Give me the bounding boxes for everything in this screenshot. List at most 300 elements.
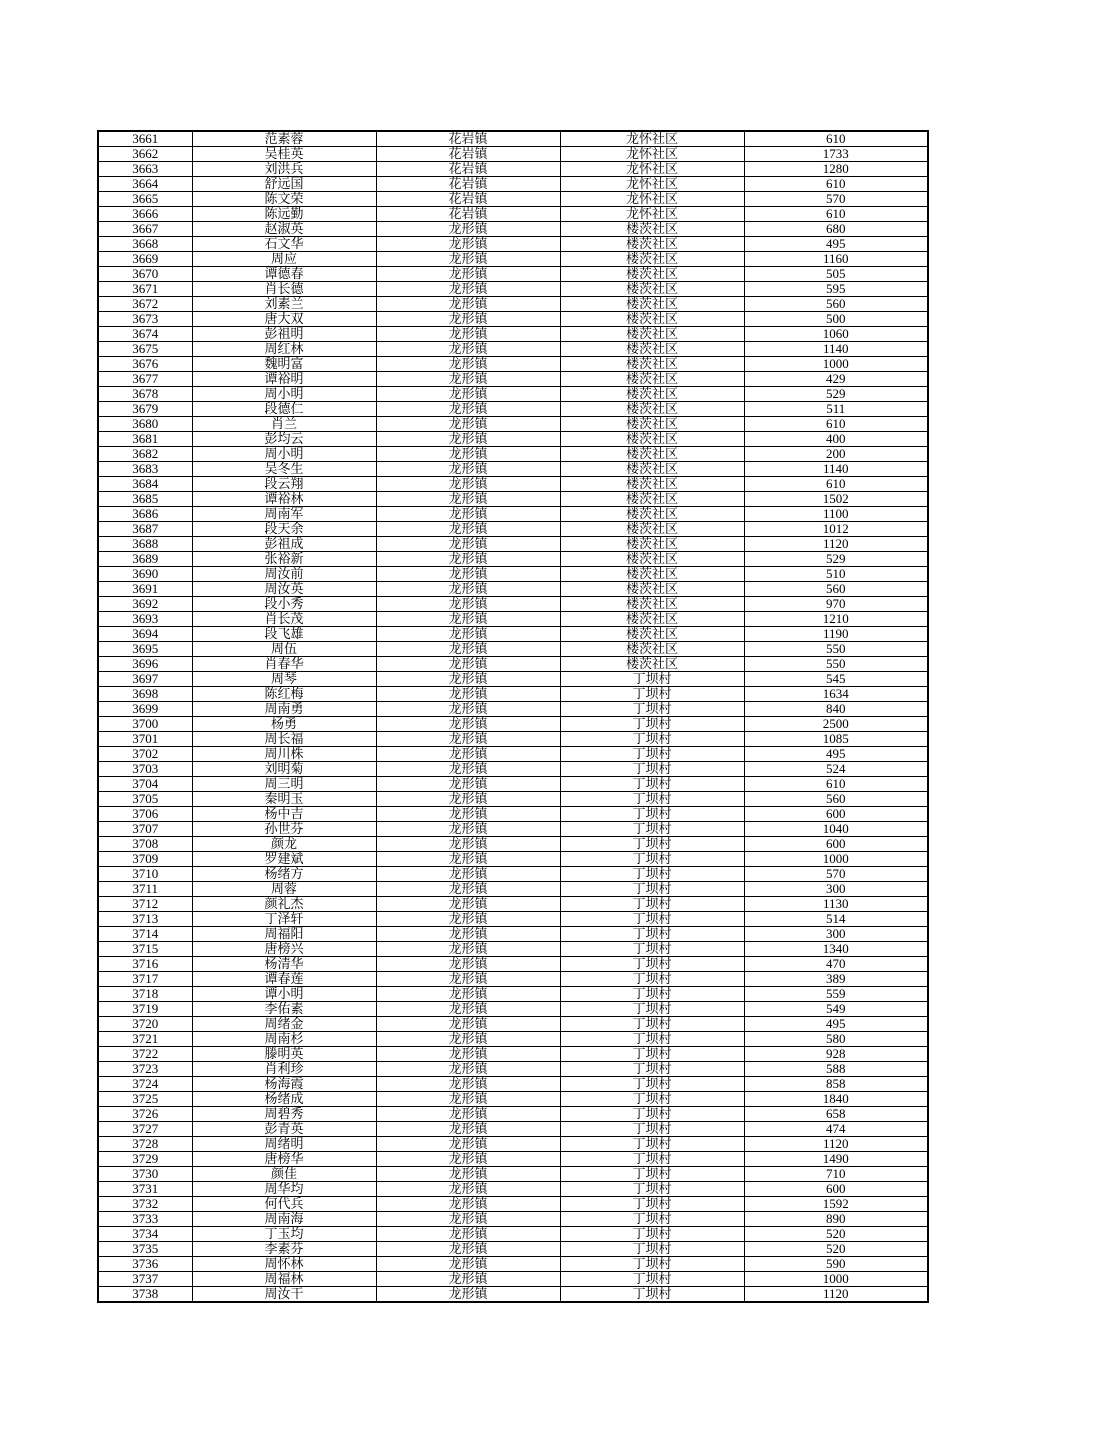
amount-cell: 1280 (744, 162, 928, 177)
amount-cell: 580 (744, 1032, 928, 1047)
amount-cell: 559 (744, 987, 928, 1002)
amount-cell: 1100 (744, 507, 928, 522)
town-cell: 龙形镇 (376, 1032, 560, 1047)
community-cell: 楼茨社区 (560, 237, 744, 252)
town-cell: 龙形镇 (376, 552, 560, 567)
community-cell: 楼茨社区 (560, 582, 744, 597)
name-cell: 彭青英 (192, 1122, 376, 1137)
town-cell: 龙形镇 (376, 957, 560, 972)
table-row (98, 342, 928, 357)
community-cell: 丁坝村 (560, 732, 744, 747)
community-cell: 丁坝村 (560, 882, 744, 897)
community-cell: 楼茨社区 (560, 462, 744, 477)
amount-cell: 500 (744, 312, 928, 327)
community-cell: 龙怀社区 (560, 192, 744, 207)
town-cell: 龙形镇 (376, 297, 560, 312)
table-row (98, 987, 928, 1002)
row-number-cell: 3665 (98, 192, 192, 207)
amount-cell: 570 (744, 867, 928, 882)
amount-cell: 429 (744, 372, 928, 387)
town-cell: 龙形镇 (376, 1167, 560, 1182)
table-row (98, 1227, 928, 1242)
amount-cell: 610 (744, 177, 928, 192)
table-row (98, 627, 928, 642)
community-cell: 丁坝村 (560, 1242, 744, 1257)
row-number-cell: 3689 (98, 552, 192, 567)
name-cell: 陈远勤 (192, 207, 376, 222)
town-cell: 龙形镇 (376, 357, 560, 372)
row-number-cell: 3720 (98, 1017, 192, 1032)
community-cell: 丁坝村 (560, 912, 744, 927)
table-row (98, 387, 928, 402)
row-number-cell: 3708 (98, 837, 192, 852)
community-cell: 楼茨社区 (560, 282, 744, 297)
row-number-cell: 3718 (98, 987, 192, 1002)
table-row (98, 131, 928, 147)
community-cell: 丁坝村 (560, 777, 744, 792)
row-number-cell: 3735 (98, 1242, 192, 1257)
town-cell: 龙形镇 (376, 582, 560, 597)
amount-cell: 545 (744, 672, 928, 687)
table-row (98, 792, 928, 807)
town-cell: 龙形镇 (376, 972, 560, 987)
name-cell: 丁泽轩 (192, 912, 376, 927)
table-row (98, 897, 928, 912)
name-cell: 谭春莲 (192, 972, 376, 987)
table-row (98, 732, 928, 747)
town-cell: 龙形镇 (376, 897, 560, 912)
community-cell: 楼茨社区 (560, 567, 744, 582)
town-cell: 龙形镇 (376, 507, 560, 522)
community-cell: 丁坝村 (560, 1257, 744, 1272)
row-number-cell: 3685 (98, 492, 192, 507)
row-number-cell: 3699 (98, 702, 192, 717)
community-cell: 丁坝村 (560, 702, 744, 717)
amount-cell: 1140 (744, 342, 928, 357)
town-cell: 花岩镇 (376, 192, 560, 207)
name-cell: 段云翔 (192, 477, 376, 492)
name-cell: 段小秀 (192, 597, 376, 612)
town-cell: 龙形镇 (376, 1182, 560, 1197)
table-row (98, 147, 928, 162)
name-cell: 秦明玉 (192, 792, 376, 807)
name-cell: 肖长茂 (192, 612, 376, 627)
community-cell: 丁坝村 (560, 747, 744, 762)
name-cell: 舒远国 (192, 177, 376, 192)
name-cell: 周南杉 (192, 1032, 376, 1047)
amount-cell: 610 (744, 417, 928, 432)
community-cell: 丁坝村 (560, 927, 744, 942)
town-cell: 龙形镇 (376, 1272, 560, 1287)
row-number-cell: 3726 (98, 1107, 192, 1122)
town-cell: 龙形镇 (376, 567, 560, 582)
town-cell: 龙形镇 (376, 522, 560, 537)
town-cell: 龙形镇 (376, 1287, 560, 1303)
community-cell: 楼茨社区 (560, 537, 744, 552)
amount-cell: 680 (744, 222, 928, 237)
town-cell: 龙形镇 (376, 1077, 560, 1092)
row-number-cell: 3711 (98, 882, 192, 897)
amount-cell: 400 (744, 432, 928, 447)
table-row (98, 327, 928, 342)
table-row (98, 942, 928, 957)
community-cell: 龙怀社区 (560, 177, 744, 192)
town-cell: 龙形镇 (376, 252, 560, 267)
table-row (98, 1242, 928, 1257)
amount-cell: 300 (744, 882, 928, 897)
amount-cell: 1634 (744, 687, 928, 702)
name-cell: 周伍 (192, 642, 376, 657)
amount-cell: 560 (744, 582, 928, 597)
town-cell: 龙形镇 (376, 372, 560, 387)
community-cell: 龙怀社区 (560, 131, 744, 147)
name-cell: 彭祖成 (192, 537, 376, 552)
table-row (98, 1257, 928, 1272)
table-row (98, 207, 928, 222)
row-number-cell: 3673 (98, 312, 192, 327)
table-row (98, 1092, 928, 1107)
amount-cell: 1130 (744, 897, 928, 912)
community-cell: 楼茨社区 (560, 387, 744, 402)
community-cell: 楼茨社区 (560, 372, 744, 387)
row-number-cell: 3721 (98, 1032, 192, 1047)
name-cell: 周蓉 (192, 882, 376, 897)
town-cell: 龙形镇 (376, 492, 560, 507)
amount-cell: 840 (744, 702, 928, 717)
amount-cell: 505 (744, 267, 928, 282)
table-row (98, 1197, 928, 1212)
amount-cell: 1190 (744, 627, 928, 642)
table-row (98, 867, 928, 882)
table-row (98, 1032, 928, 1047)
row-number-cell: 3681 (98, 432, 192, 447)
name-cell: 滕明英 (192, 1047, 376, 1062)
town-cell: 龙形镇 (376, 1002, 560, 1017)
table-row (98, 282, 928, 297)
amount-cell: 600 (744, 837, 928, 852)
amount-cell: 1000 (744, 1272, 928, 1287)
row-number-cell: 3698 (98, 687, 192, 702)
community-cell: 丁坝村 (560, 972, 744, 987)
row-number-cell: 3732 (98, 1197, 192, 1212)
amount-cell: 588 (744, 1062, 928, 1077)
town-cell: 龙形镇 (376, 747, 560, 762)
amount-cell: 595 (744, 282, 928, 297)
name-cell: 刘洪兵 (192, 162, 376, 177)
amount-cell: 610 (744, 131, 928, 147)
table-row (98, 1002, 928, 1017)
table-row (98, 432, 928, 447)
name-cell: 周碧秀 (192, 1107, 376, 1122)
name-cell: 刘素兰 (192, 297, 376, 312)
name-cell: 谭小明 (192, 987, 376, 1002)
community-cell: 丁坝村 (560, 1152, 744, 1167)
town-cell: 龙形镇 (376, 402, 560, 417)
town-cell: 龙形镇 (376, 327, 560, 342)
amount-cell: 1502 (744, 492, 928, 507)
row-number-cell: 3723 (98, 1062, 192, 1077)
town-cell: 龙形镇 (376, 717, 560, 732)
table-row (98, 582, 928, 597)
name-cell: 孙世芬 (192, 822, 376, 837)
table-row (98, 687, 928, 702)
community-cell: 丁坝村 (560, 957, 744, 972)
town-cell: 龙形镇 (376, 237, 560, 252)
name-cell: 杨清华 (192, 957, 376, 972)
name-cell: 谭德春 (192, 267, 376, 282)
table-row (98, 702, 928, 717)
table-row (98, 762, 928, 777)
row-number-cell: 3664 (98, 177, 192, 192)
table-row (98, 1167, 928, 1182)
row-number-cell: 3728 (98, 1137, 192, 1152)
amount-cell: 524 (744, 762, 928, 777)
table-row (98, 747, 928, 762)
row-number-cell: 3680 (98, 417, 192, 432)
community-cell: 丁坝村 (560, 1092, 744, 1107)
town-cell: 龙形镇 (376, 807, 560, 822)
table-row (98, 507, 928, 522)
community-cell: 楼茨社区 (560, 627, 744, 642)
row-number-cell: 3737 (98, 1272, 192, 1287)
table-row (98, 657, 928, 672)
row-number-cell: 3729 (98, 1152, 192, 1167)
town-cell: 龙形镇 (376, 792, 560, 807)
town-cell: 龙形镇 (376, 1062, 560, 1077)
table-row (98, 1287, 928, 1303)
table-row (98, 297, 928, 312)
row-number-cell: 3674 (98, 327, 192, 342)
row-number-cell: 3661 (98, 131, 192, 147)
row-number-cell: 3724 (98, 1077, 192, 1092)
table-row (98, 417, 928, 432)
row-number-cell: 3687 (98, 522, 192, 537)
row-number-cell: 3727 (98, 1122, 192, 1137)
amount-cell: 570 (744, 192, 928, 207)
amount-cell: 1592 (744, 1197, 928, 1212)
town-cell: 龙形镇 (376, 612, 560, 627)
town-cell: 龙形镇 (376, 657, 560, 672)
name-cell: 谭裕明 (192, 372, 376, 387)
row-number-cell: 3734 (98, 1227, 192, 1242)
table-row (98, 927, 928, 942)
row-number-cell: 3677 (98, 372, 192, 387)
name-cell: 唐榜华 (192, 1152, 376, 1167)
name-cell: 周汝英 (192, 582, 376, 597)
name-cell: 何代兵 (192, 1197, 376, 1212)
name-cell: 周三明 (192, 777, 376, 792)
table-row (98, 492, 928, 507)
amount-cell: 890 (744, 1212, 928, 1227)
row-number-cell: 3719 (98, 1002, 192, 1017)
row-number-cell: 3714 (98, 927, 192, 942)
amount-cell: 1012 (744, 522, 928, 537)
community-cell: 楼茨社区 (560, 357, 744, 372)
name-cell: 颜佳 (192, 1167, 376, 1182)
community-cell: 楼茨社区 (560, 522, 744, 537)
table-row (98, 957, 928, 972)
community-cell: 丁坝村 (560, 807, 744, 822)
row-number-cell: 3683 (98, 462, 192, 477)
town-cell: 龙形镇 (376, 1197, 560, 1212)
amount-cell: 514 (744, 912, 928, 927)
table-row (98, 1017, 928, 1032)
community-cell: 丁坝村 (560, 1077, 744, 1092)
community-cell: 丁坝村 (560, 852, 744, 867)
name-cell: 周小明 (192, 447, 376, 462)
town-cell: 龙形镇 (376, 417, 560, 432)
amount-cell: 1000 (744, 852, 928, 867)
town-cell: 龙形镇 (376, 1137, 560, 1152)
row-number-cell: 3733 (98, 1212, 192, 1227)
name-cell: 彭均云 (192, 432, 376, 447)
amount-cell: 520 (744, 1227, 928, 1242)
row-number-cell: 3736 (98, 1257, 192, 1272)
name-cell: 周红林 (192, 342, 376, 357)
row-number-cell: 3712 (98, 897, 192, 912)
table-row (98, 717, 928, 732)
amount-cell: 495 (744, 237, 928, 252)
amount-cell: 529 (744, 387, 928, 402)
table-row (98, 177, 928, 192)
community-cell: 楼茨社区 (560, 657, 744, 672)
community-cell: 龙怀社区 (560, 162, 744, 177)
records-table (97, 130, 929, 1303)
table-row (98, 1137, 928, 1152)
row-number-cell: 3700 (98, 717, 192, 732)
community-cell: 丁坝村 (560, 717, 744, 732)
town-cell: 花岩镇 (376, 131, 560, 147)
amount-cell: 549 (744, 1002, 928, 1017)
community-cell: 丁坝村 (560, 897, 744, 912)
community-cell: 楼茨社区 (560, 267, 744, 282)
name-cell: 魏明富 (192, 357, 376, 372)
name-cell: 杨勇 (192, 717, 376, 732)
row-number-cell: 3738 (98, 1287, 192, 1303)
community-cell: 楼茨社区 (560, 327, 744, 342)
name-cell: 周南海 (192, 1212, 376, 1227)
table-row (98, 267, 928, 282)
community-cell: 丁坝村 (560, 987, 744, 1002)
row-number-cell: 3678 (98, 387, 192, 402)
table-row (98, 237, 928, 252)
town-cell: 龙形镇 (376, 1257, 560, 1272)
row-number-cell: 3675 (98, 342, 192, 357)
town-cell: 龙形镇 (376, 342, 560, 357)
table-row (98, 672, 928, 687)
table-row (98, 537, 928, 552)
table-row (98, 1212, 928, 1227)
name-cell: 周琴 (192, 672, 376, 687)
name-cell: 杨绪方 (192, 867, 376, 882)
table-row (98, 912, 928, 927)
town-cell: 龙形镇 (376, 987, 560, 1002)
table-row (98, 882, 928, 897)
town-cell: 龙形镇 (376, 597, 560, 612)
row-number-cell: 3716 (98, 957, 192, 972)
table-row (98, 552, 928, 567)
name-cell: 刘明菊 (192, 762, 376, 777)
row-number-cell: 3682 (98, 447, 192, 462)
community-cell: 楼茨社区 (560, 642, 744, 657)
records-table-body (98, 131, 928, 1302)
town-cell: 龙形镇 (376, 702, 560, 717)
row-number-cell: 3670 (98, 267, 192, 282)
town-cell: 龙形镇 (376, 927, 560, 942)
amount-cell: 710 (744, 1167, 928, 1182)
row-number-cell: 3702 (98, 747, 192, 762)
row-number-cell: 3706 (98, 807, 192, 822)
town-cell: 龙形镇 (376, 1212, 560, 1227)
table-row (98, 1062, 928, 1077)
amount-cell: 495 (744, 1017, 928, 1032)
row-number-cell: 3722 (98, 1047, 192, 1062)
row-number-cell: 3731 (98, 1182, 192, 1197)
row-number-cell: 3710 (98, 867, 192, 882)
name-cell: 杨海霞 (192, 1077, 376, 1092)
community-cell: 楼茨社区 (560, 612, 744, 627)
name-cell: 周小明 (192, 387, 376, 402)
name-cell: 周绪明 (192, 1137, 376, 1152)
name-cell: 谭裕林 (192, 492, 376, 507)
name-cell: 肖利珍 (192, 1062, 376, 1077)
table-row (98, 1077, 928, 1092)
amount-cell: 658 (744, 1107, 928, 1122)
amount-cell: 300 (744, 927, 928, 942)
amount-cell: 1060 (744, 327, 928, 342)
row-number-cell: 3671 (98, 282, 192, 297)
row-number-cell: 3725 (98, 1092, 192, 1107)
amount-cell: 1120 (744, 1287, 928, 1303)
row-number-cell: 3695 (98, 642, 192, 657)
community-cell: 丁坝村 (560, 1062, 744, 1077)
community-cell: 丁坝村 (560, 1002, 744, 1017)
community-cell: 丁坝村 (560, 822, 744, 837)
town-cell: 龙形镇 (376, 942, 560, 957)
table-row (98, 1122, 928, 1137)
table-row (98, 252, 928, 267)
amount-cell: 550 (744, 657, 928, 672)
table-row (98, 462, 928, 477)
table-row (98, 222, 928, 237)
community-cell: 丁坝村 (560, 1212, 744, 1227)
amount-cell: 928 (744, 1047, 928, 1062)
row-number-cell: 3692 (98, 597, 192, 612)
name-cell: 周汝前 (192, 567, 376, 582)
town-cell: 龙形镇 (376, 447, 560, 462)
name-cell: 段天余 (192, 522, 376, 537)
name-cell: 段飞雄 (192, 627, 376, 642)
community-cell: 丁坝村 (560, 1137, 744, 1152)
row-number-cell: 3668 (98, 237, 192, 252)
community-cell: 丁坝村 (560, 1017, 744, 1032)
town-cell: 龙形镇 (376, 642, 560, 657)
amount-cell: 1733 (744, 147, 928, 162)
town-cell: 龙形镇 (376, 477, 560, 492)
name-cell: 周长福 (192, 732, 376, 747)
amount-cell: 470 (744, 957, 928, 972)
town-cell: 龙形镇 (376, 1152, 560, 1167)
town-cell: 龙形镇 (376, 777, 560, 792)
table-row (98, 402, 928, 417)
name-cell: 李佑素 (192, 1002, 376, 1017)
community-cell: 丁坝村 (560, 1122, 744, 1137)
row-number-cell: 3686 (98, 507, 192, 522)
town-cell: 龙形镇 (376, 1242, 560, 1257)
name-cell: 唐榜兴 (192, 942, 376, 957)
town-cell: 龙形镇 (376, 732, 560, 747)
amount-cell: 200 (744, 447, 928, 462)
